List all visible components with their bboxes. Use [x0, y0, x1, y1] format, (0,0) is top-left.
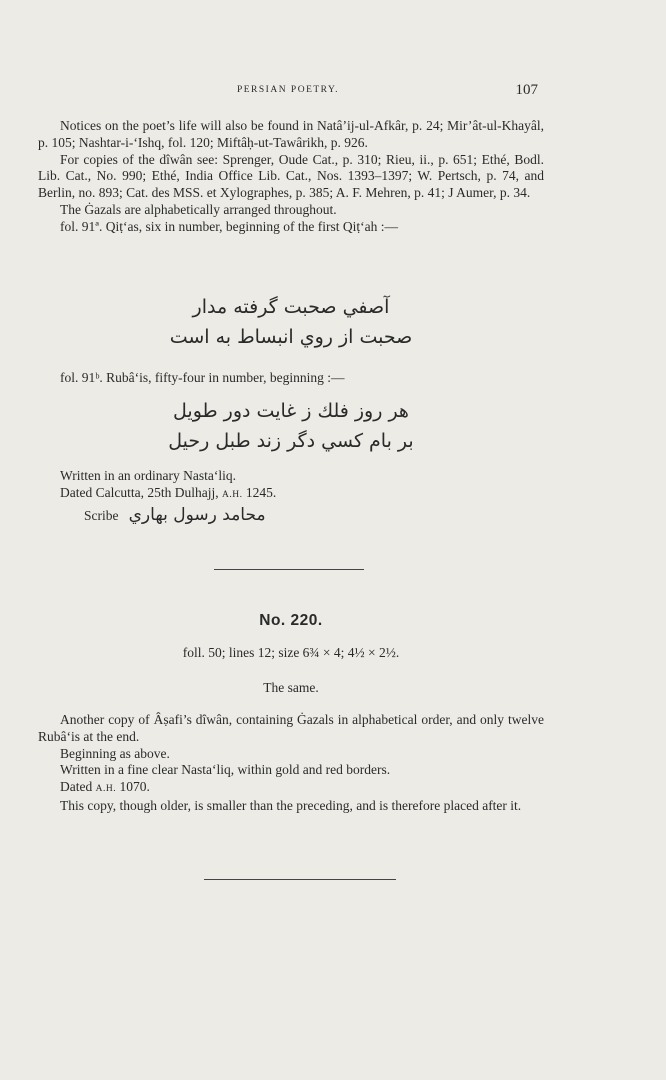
- entry-219-text: [38, 118, 544, 236]
- dated-line-2: [38, 779, 544, 798]
- dated-prefix: Dated: [60, 779, 96, 795]
- ah-abbrev: A.H.: [221, 489, 243, 500]
- section-divider-2: [204, 879, 396, 880]
- qitas-line: fol. 91ª. Qiṭ‘as, six in number, beginning of the first Qiṭ‘ah :—: [60, 218, 399, 234]
- qita-verse-1: آصفي صحبت گرفته مدار: [192, 296, 390, 318]
- another-copy-paragraph: Another copy of Âṣafi’s dîwân, containing Ġazals in alphabetical order, and only twelve Rubâ‘is at the end.: [38, 712, 544, 744]
- entry-220-same: [38, 680, 544, 697]
- section-divider-1: [214, 569, 364, 570]
- ah-abbrev-2: A.H.: [95, 784, 117, 795]
- notices-paragraph: Notices on the poet’s life will also be found in Natâ’ij-ul-Afkâr, p. 24; Mir’ât-ul-Khayâl, p. 105; Nashtar-i-‘Ishq, fol. 120; Miftâḥ-ut-Tawârikh, p. 926.: [38, 118, 544, 150]
- page-number: 107: [515, 82, 538, 98]
- entry-220-specs: [38, 645, 544, 662]
- rubai-verses: [38, 396, 544, 456]
- qita-verses: [38, 292, 544, 352]
- entry-220-number: [38, 612, 544, 630]
- qita-verse-2: صحبت از روي انبساط به است: [169, 326, 413, 348]
- rubai-verse-2: بر بام كسي دگر زند طبل رحيل: [168, 430, 414, 452]
- rubai-verse-1: هر روز فلك ز غايت دور طويل: [173, 400, 409, 422]
- scribe-line: [38, 504, 544, 527]
- entry-number: No. 220.: [259, 612, 323, 629]
- entry-220-text: [38, 712, 544, 815]
- dated-year-2: 1070.: [116, 779, 150, 795]
- rubais-line: fol. 91ᵇ. Rubâ‘is, fifty-four in number, beginning :—: [60, 370, 345, 385]
- scribe-label: Scribe: [84, 507, 119, 523]
- beginning-line: Beginning as above.: [60, 745, 170, 761]
- scribe-name: محامد رسول بهاري: [128, 504, 266, 525]
- written-line-2: Written in a fine clear Nasta‘liq, within gold and red borders.: [60, 762, 391, 778]
- dated-line: [38, 485, 544, 504]
- running-head: PERSIAN POETRY.: [236, 85, 340, 95]
- page-header: [38, 82, 538, 102]
- copies-paragraph: For copies of the dîwân see: Sprenger, Oude Cat., p. 310; Rieu, ii., p. 651; Ethé, Bodl. Lib. Cat., No. 990; Ethé, India Office Lib. Cat., Nos. 1393–1397; W. Pertsch, p. 74, and Berlin, no. 893; Cat. des MSS. et Xylographes, p. 385; A. F. Mehren, p. 41; J Aumer, p. 34.: [38, 151, 544, 201]
- specs-line: foll. 50; lines 12; size 6¾ × 4; 4½ × 2½.: [182, 645, 400, 660]
- written-line: Written in an ordinary Nasta‘liq.: [60, 468, 237, 483]
- same-line: The same.: [263, 680, 319, 695]
- gazals-line: The Ġazals are alphabetically arranged throughout.: [60, 201, 337, 217]
- rubais-heading-block: [38, 370, 544, 387]
- dated-year: 1245.: [242, 484, 277, 500]
- dated-text: Dated Calcutta, 25th Dulhajj,: [60, 484, 222, 500]
- entry-219-colophon: [38, 468, 544, 527]
- older-paragraph: This copy, though older, is smaller than the preceding, and is therefore placed after it.: [60, 797, 522, 813]
